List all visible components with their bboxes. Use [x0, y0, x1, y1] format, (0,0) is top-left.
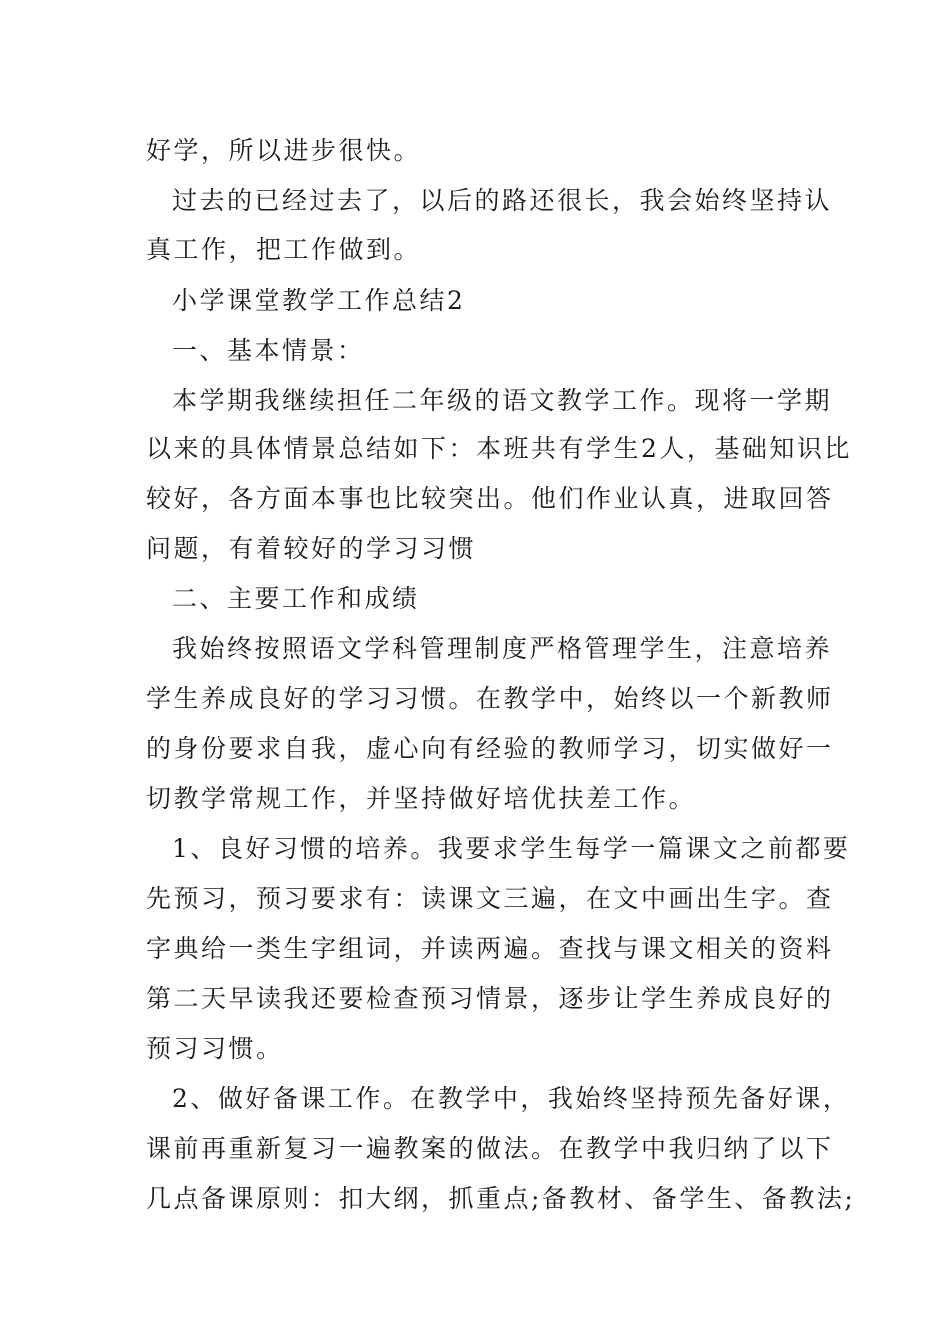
text-line: 真工作，把工作做到。: [146, 235, 422, 264]
section-heading: 二、主要工作和成绩: [172, 584, 420, 613]
text-line: 本学期我继续担任二年级的语文教学工作。现将一学期: [172, 386, 833, 415]
text-line: 1、良好习惯的培养。我要求学生每学一篇课文之前都要: [172, 834, 851, 863]
text-line: 我始终按照语文学科管理制度严格管理学生，注意培养: [172, 634, 833, 663]
section-heading: 小学课堂教学工作总结2: [172, 286, 466, 315]
text-line: 的身份要求自我，虚心向有经验的教师学习，切实做好一: [146, 734, 834, 763]
text-line: 切教学常规工作，并坚持做好培优扶差工作。: [146, 784, 697, 813]
text-line: 字典给一类生字组词，并读两遍。查找与课文相关的资料: [146, 934, 834, 963]
section-heading: 一、基本情景：: [172, 336, 365, 365]
text-line: 课前再重新复习一遍教案的做法。在教学中我归纳了以下: [146, 1134, 834, 1163]
text-line: 预习习惯。: [146, 1034, 284, 1063]
text-line: 几点备课原则：扣大纲，抓重点;备教材、备学生、备教法;: [146, 1184, 856, 1213]
text-line: 先预习，预习要求有：读课文三遍，在文中画出生字。查: [146, 884, 834, 913]
text-line: 好学，所以进步很快。: [146, 136, 422, 165]
text-line: 过去的已经过去了，以后的路还很长，我会始终坚持认: [172, 186, 833, 215]
text-line: 2、做好备课工作。在教学中，我始终坚持预先备好课，: [172, 1084, 851, 1113]
text-line: 以来的具体情景总结如下：本班共有学生2人，基础知识比: [146, 434, 852, 463]
text-line: 问题，有着较好的学习习惯: [146, 534, 477, 563]
text-line: 较好，各方面本事也比较突出。他们作业认真，进取回答: [146, 484, 834, 513]
text-line: 学生养成良好的学习习惯。在教学中，始终以一个新教师: [146, 684, 834, 713]
text-line: 第二天早读我还要检查预习情景，逐步让学生养成良好的: [146, 984, 834, 1013]
